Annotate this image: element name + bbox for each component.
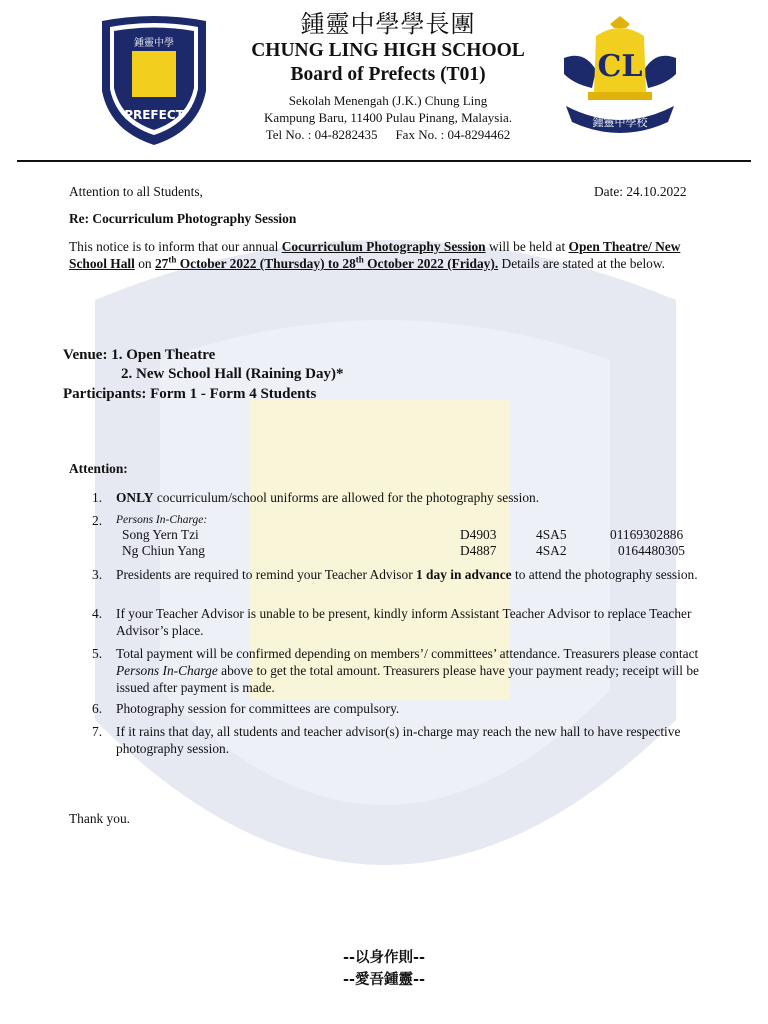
persons-in-charge-label: Persons In-Charge: [116,514,208,526]
school-name: CHUNG LING HIGH SCHOOL [251,40,525,61]
venue-line-1: Venue: 1. Open Theatre [63,347,216,363]
motto-line-2: --愛吾鍾靈-- [342,972,426,988]
contact-line [218,126,558,143]
school-crest-logo [556,14,684,140]
address-line-1: Sekolah Menengah (J.K.) Chung Ling [288,93,488,108]
board-name: Board of Prefects (T01) [290,64,486,85]
svg-text:鍾靈中學: 鍾靈中學 [134,38,174,49]
svg-text:鍾靈中學校: 鍾靈中學校 [592,116,648,129]
notice-page: 鍾靈中學 PREFECT CL 鍾靈中學校 鍾靈中學學長團 CHUNG LING HIGH SCHOOL Board of Prefects (T01) Sekolah Menengah (J.K.) Chung Ling Kampung Baru, 11400 Pulau Pinang, Malaysia. Tel No. : 04-8282435 Fax No. : 04-8294462 Attention to all Students, Date: 24.10.2022 Re: Cocurriculum Photography Session This notice is to inform that our annual Cocurriculum Photography Session will be held at Open Theatre/ New School Hall on 27th October 2022 (Thursday) to 28th October 2022 (Friday). Details are stated at the below. Venue: 1. Open Theatre 2. New School Hall (Raining Day)* Participants: Form 1 - Form 4 Students Attention: 1. ONLY cocurriculum/school uniforms are allowed for the photography session. 2. Persons In-Charge: 3. Presidents are required to remind your Teacher Advisor 1 day in advance to attend the photography session. 4. If your Teacher Advisor is unable to be present, kindly inform Assistant Teacher Advisor to replace Teacher Advisor’s place. 5. Total payment will be confirmed depending on members’/ committees’ attendance. Treasurers please contact Persons In-Charge above to get the total amount. Treasurers please have your payment ready; receipt will be issued after payment is made. 6. Photography session for committees are compulsory. 7. If it rains that day, all students and teacher advisor(s) in-charge may reach the new hall to have respective photography session. Song Yern Tzi D4903 4SA5 01169302886 Ng Chiun Yang D4887 4SA2 0164480305 Thank you. --以身作則-- --愛吾鍾靈-- [0,0,768,1024]
letterhead [218,8,558,143]
subject-line: Re: Cocurriculum Photography Session [69,211,297,226]
event-name: Cocurriculum Photography Session [281,239,486,254]
chinese-title: 鍾靈中學學長團 [300,10,476,38]
tel-number: Tel No. : 04-8282435 [265,127,378,142]
intro-paragraph: This notice is to inform that our annual Cocurriculum Photography Session will be held at Open Theatre/ New School Hall on 27th October 2022 (Thursday) to 28th October 2022 (Friday). Details are stated at the below. [69,239,681,271]
svg-text:CL: CL [597,49,643,84]
motto-line-1: --以身作則-- [342,950,426,966]
svg-text:PREFECT: PREFECT [124,108,184,122]
attention-heading: Attention: [69,461,128,476]
prefect-crest-logo [98,13,210,147]
fax-number: Fax No. : 04-8294462 [395,127,511,142]
event-venue: Open Theatre/ New School Hall [69,239,681,271]
event-dates: 27th October 2022 (Thursday) to 28th October 2022 (Friday). [154,254,499,271]
notice-date: Date: 24.10.2022 [594,184,687,199]
header-divider [17,160,751,162]
salutation: Attention to all Students, [69,184,203,199]
address-line-2: Kampung Baru, 11400 Pulau Pinang, Malaysia. [264,110,512,125]
participants-line: Participants: Form 1 - Form 4 Students [63,386,317,402]
venue-line-2: 2. New School Hall (Raining Day)* [121,366,344,382]
closing-text: Thank you. [69,811,130,826]
